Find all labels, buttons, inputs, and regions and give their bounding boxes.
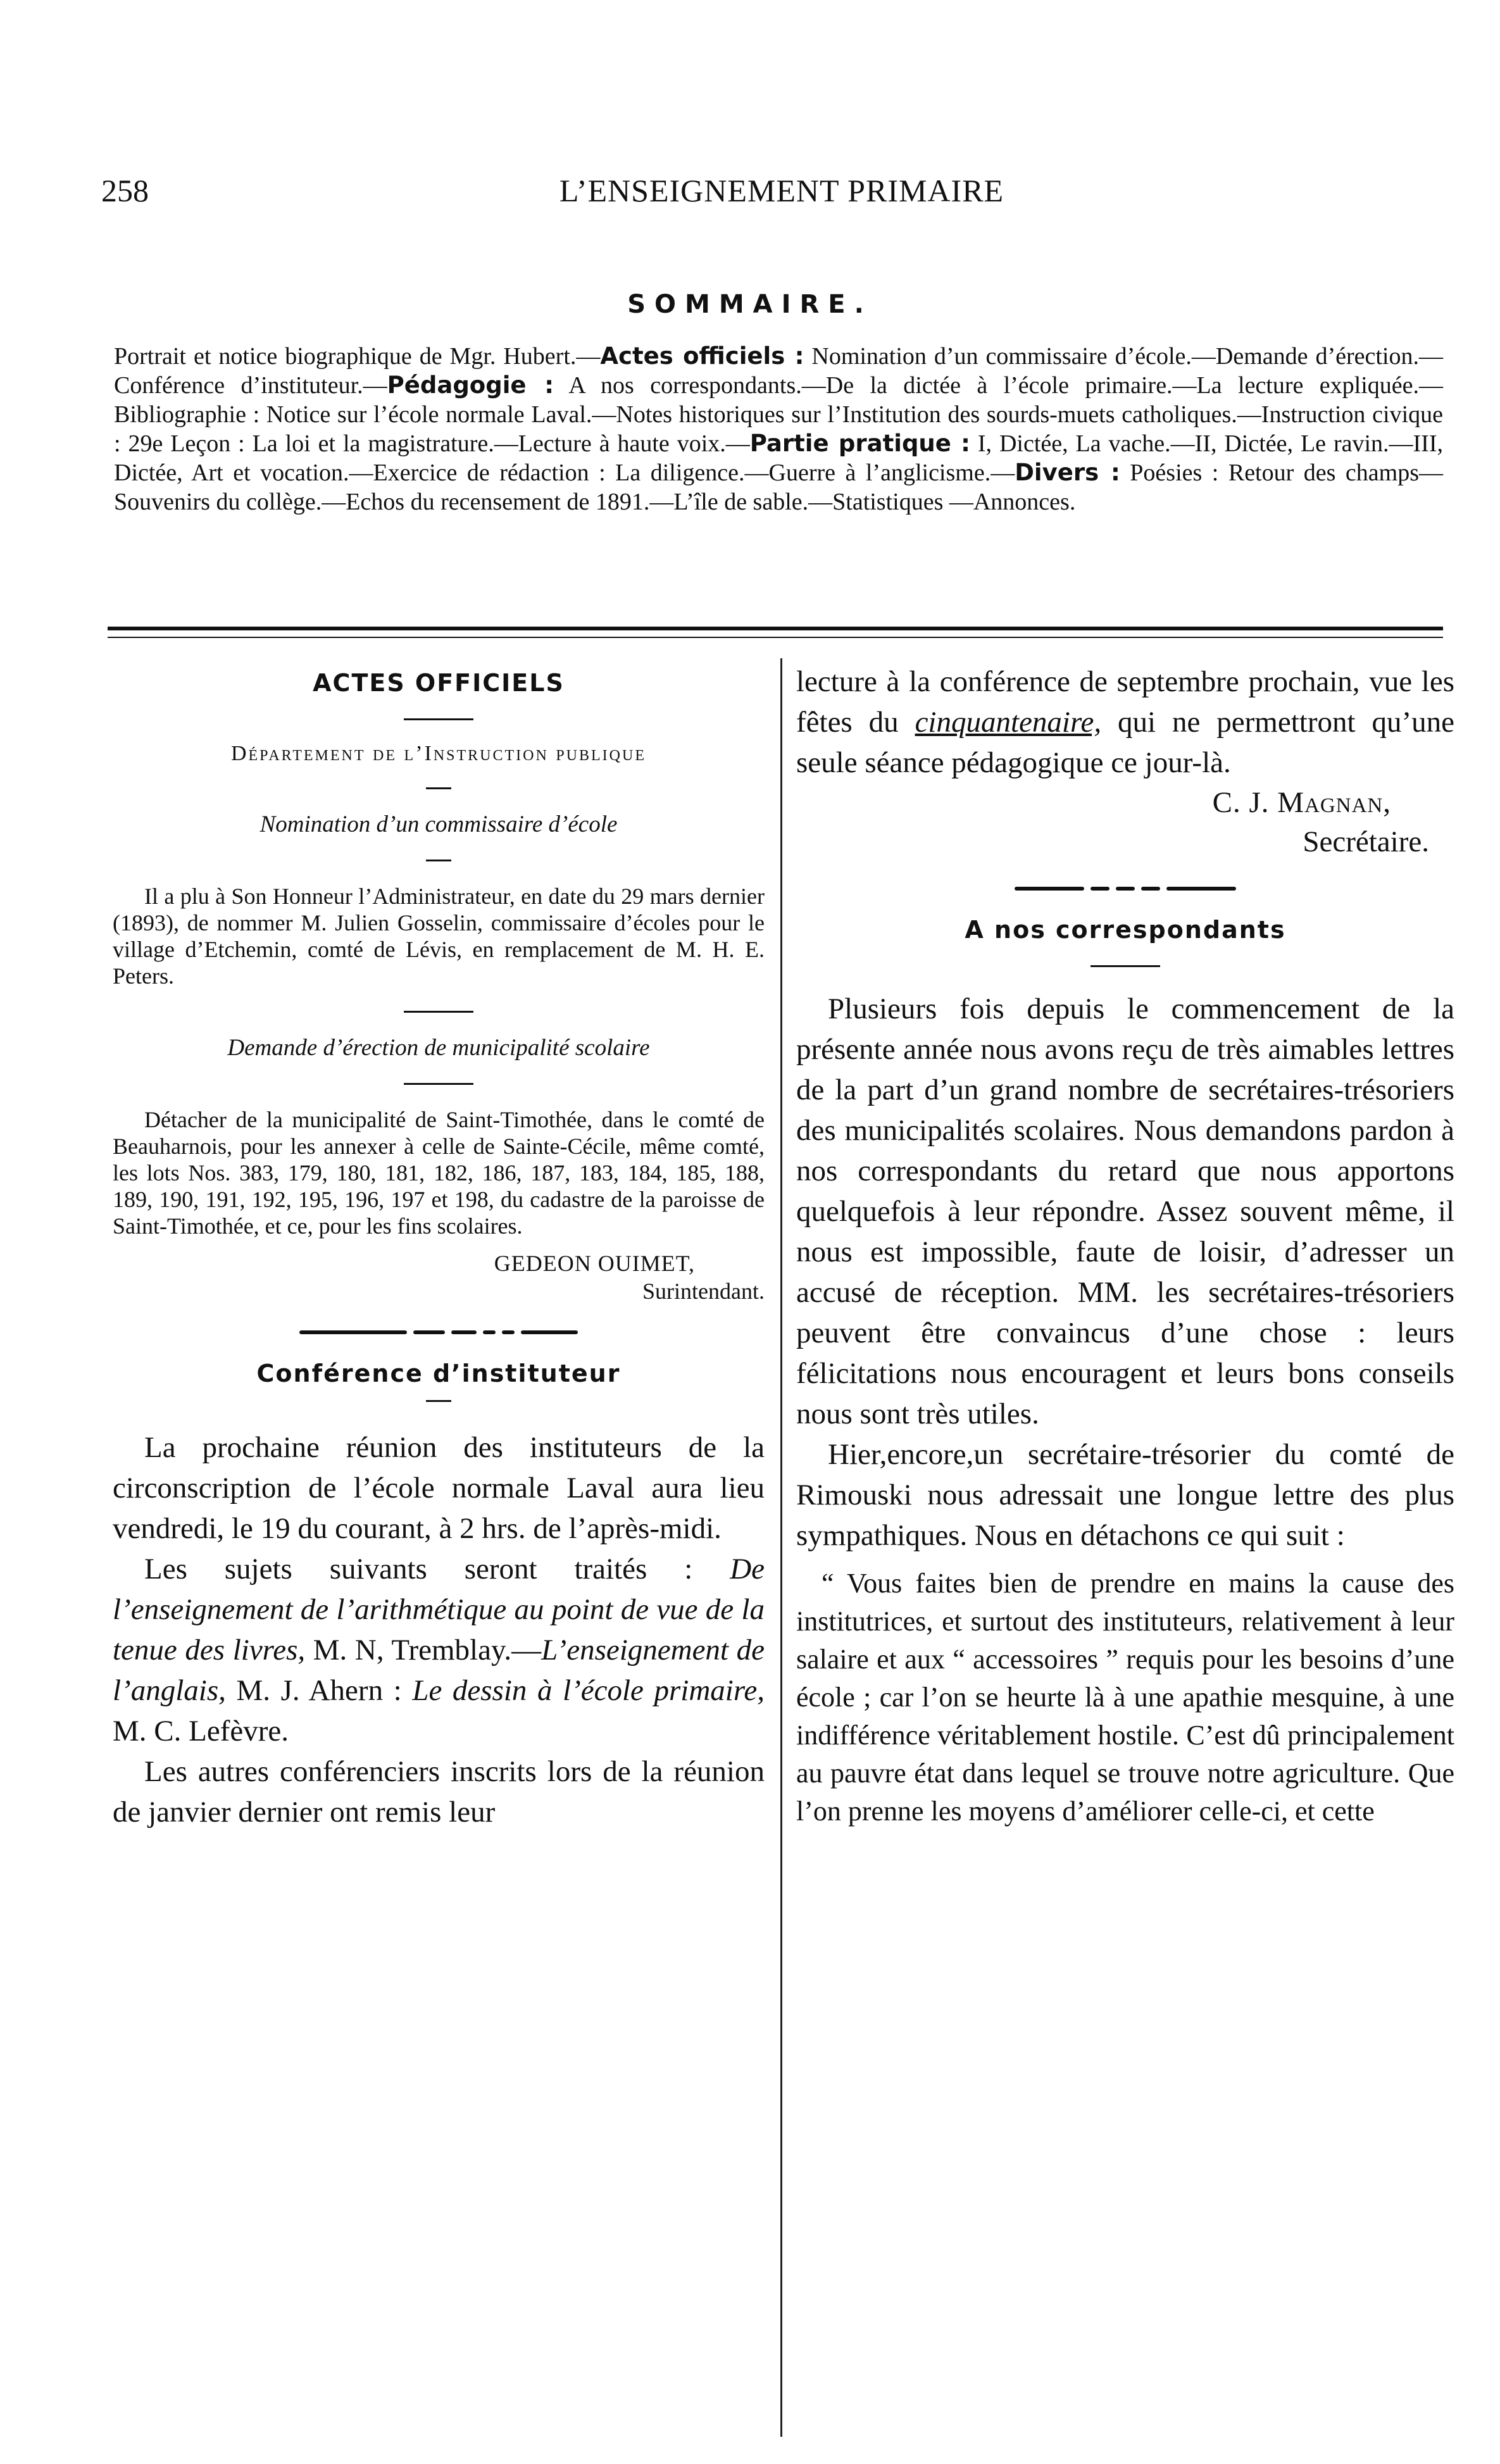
ornament-bar	[451, 1330, 477, 1334]
actes-officiels-heading: ACTES OFFICIELS	[313, 669, 565, 697]
signature-title: Surintendant.	[642, 1279, 765, 1304]
correspondants-paragraph-1: Plusieurs fois depuis le commencement de la présente année nous avons reçu de très aimables lettres de la part d’un grand nombre de secrétaires-trésoriers des municipalités scolaires. Nous demandons pardon à nos correspondants du retard que nous apportons quelquefois à leur répondre. Assez souvent même, il nous est impossible, faute de loisir, d’adresser un accusé de réception. MM. les secrétaires-trésoriers peuvent être convaincus d’une chose : leurs félicitations nous encouragent et leurs bons conseils nous sont très utiles.	[796, 992, 1454, 1430]
ornament-bar	[1166, 887, 1236, 891]
divider-dash	[404, 718, 473, 720]
ornament-bar	[1116, 887, 1135, 891]
demande-heading: Demande d’érection de municipalité scolaire	[227, 1035, 650, 1061]
right-column	[796, 661, 1454, 1830]
conference-subject-3: Le dessin à l’école primaire,	[412, 1674, 765, 1707]
divider-dash	[404, 1011, 473, 1013]
conference-subject-2: L’enseignement de l’anglais,	[113, 1634, 765, 1707]
running-title: L’ENSEIGNEMENT PRIMAIRE	[559, 173, 1004, 208]
conference-heading: Conférence d’instituteur	[256, 1360, 621, 1387]
ornament-divider	[113, 1330, 765, 1334]
nomination-heading: Nomination d’un commissaire d’école	[259, 811, 618, 837]
page-number: 258	[101, 173, 149, 208]
continuation-text-b: qui ne permettront qu’une seule séance pédagogique ce jour-là.	[796, 706, 1454, 779]
conference-text-a: Les sujets suivants seront traités :	[144, 1553, 730, 1585]
sommaire-part-3: A nos correspondants.—De la dictée à l’école primaire.—La lecture expliquée.—Bibliographie : Notice sur l’école normale Laval.—Notes historiques sur l’Institution des sourds-muets catholiques.—Instruction civique : 29e Leçon : La loi et la magistrature.—Lecture à haute voix.—	[114, 372, 1443, 457]
continuation-text-a: lecture à la conférence de septembre prochain, vue les fêtes du	[796, 665, 1454, 739]
sommaire-heading-actes: Actes officiels :	[600, 342, 804, 370]
conference-paragraph-1: La prochaine réunion des instituteurs de la circonscription de l’école normale Laval aura lieu vendredi, le 19 du courant, à 2 hrs. de l’après-midi.	[113, 1431, 765, 1545]
correspondants-heading: A nos correspondants	[965, 916, 1286, 944]
ornament-bar	[1015, 887, 1084, 891]
conference-text-c: M. J. Ahern :	[225, 1674, 413, 1707]
department-heading: Département de l’Instruction publique	[230, 742, 647, 765]
continuation-italic: cinquantenaire,	[915, 706, 1102, 739]
ornament-bar	[1091, 887, 1109, 891]
sommaire-heading-partie-pratique: Partie pratique :	[749, 430, 970, 457]
thick-rule	[108, 627, 1443, 630]
divider-dash	[426, 1400, 451, 1402]
sommaire-title: SOMMAIRE.	[627, 290, 873, 319]
demande-text: Détacher de la municipalité de Saint-Timothée, dans le comté de Beauharnois, pour les annexer à celle de Sainte-Cécile, même comté, les lots Nos. 383, 179, 180, 181, 182, 186, 187, 183, 184, 185, 188, 189, 190, 191, 192, 195, 196, 197 et 198, du cadastre de la paroisse de Saint-Timothée, et ce, pour les fins scolaires.	[113, 1107, 765, 1239]
ornament-divider	[796, 887, 1454, 891]
magnan-signature: C. J. Magnan,	[1212, 786, 1391, 819]
conference-text-d: M. C. Lefèvre.	[113, 1715, 289, 1748]
sommaire-part-1: Portrait et notice biographique de Mgr. Hubert.—	[114, 343, 601, 370]
conference-paragraph-3: Les autres conférenciers inscrits lors de la réunion de janvier dernier ont remis leur	[113, 1755, 765, 1829]
sommaire-part-2: Nomination d’un commissaire d’école.—Demande d’érection.—Conférence d’instituteur.—	[114, 343, 1443, 399]
divider-dash	[426, 787, 451, 789]
divider-dash	[426, 860, 451, 861]
ornament-bar	[483, 1330, 496, 1334]
divider-dash	[404, 1083, 473, 1085]
correspondants-paragraph-2: Hier,encore,un secrétaire-trésorier du comté de Rimouski nous adressait une longue lettre des plus sympathiques. Nous en détachons ce qui suit :	[796, 1438, 1454, 1552]
continuation-paragraph	[796, 661, 1454, 783]
signature-name: GEDEON OUIMET,	[494, 1251, 695, 1276]
conference-text-b: M. N, Tremblay.—	[305, 1634, 542, 1667]
column-divider	[780, 658, 782, 2437]
conference-paragraph-2	[113, 1549, 765, 1751]
thin-rule	[108, 637, 1443, 638]
left-column	[113, 661, 765, 1832]
sommaire-part-5: Poésies : Retour des champs—Souvenirs du collège.—Echos du recensement de 1891.—L’île de sable.—Statistiques —Annonces.	[114, 460, 1443, 515]
ornament-bar	[1141, 887, 1160, 891]
conference-subject-1: De l’enseignement de l’arithmétique au point de vue de la tenue des livres,	[113, 1553, 765, 1667]
page-header	[101, 172, 1462, 216]
correspondants-quote: “ Vous faites bien de prendre en mains la cause des institutrices, et surtout des instituteurs, relativement à leur salaire et aux “ accessoires ” requis pour les besoins d’une école ; car l’on se heurte là à une apathie mesquine, à une indifférence véritablement hostile. C’est dû principalement au pauvre état dans lequel se trouve notre agriculture. Que l’on prenne les moyens d’améliorer celle-ci, et cette	[796, 1568, 1454, 1827]
sommaire-heading-pedagogie: Pédagogie :	[387, 372, 554, 399]
sommaire-body	[114, 342, 1443, 516]
sommaire-part-4: I, Dictée, La vache.—II, Dictée, Le ravin.—III, Dictée, Art et vocation.—Exercice de rédaction : La diligence.—Guerre à l’anglicisme.—	[114, 430, 1443, 486]
sommaire-heading-divers: Divers :	[1015, 459, 1120, 486]
ornament-bar	[521, 1330, 578, 1334]
magnan-title: Secrétaire.	[1303, 825, 1429, 858]
ornament-bar	[299, 1330, 407, 1334]
ornament-bar	[502, 1330, 515, 1334]
ornament-bar	[413, 1330, 445, 1334]
divider-dash	[1091, 965, 1160, 967]
nomination-text: Il a plu à Son Honneur l’Administrateur, en date du 29 mars dernier (1893), de nommer M. Julien Gosselin, commissaire d’écoles pour le village d’Etchemin, comté de Lévis, en remplacement de M. H. E. Peters.	[113, 884, 765, 989]
